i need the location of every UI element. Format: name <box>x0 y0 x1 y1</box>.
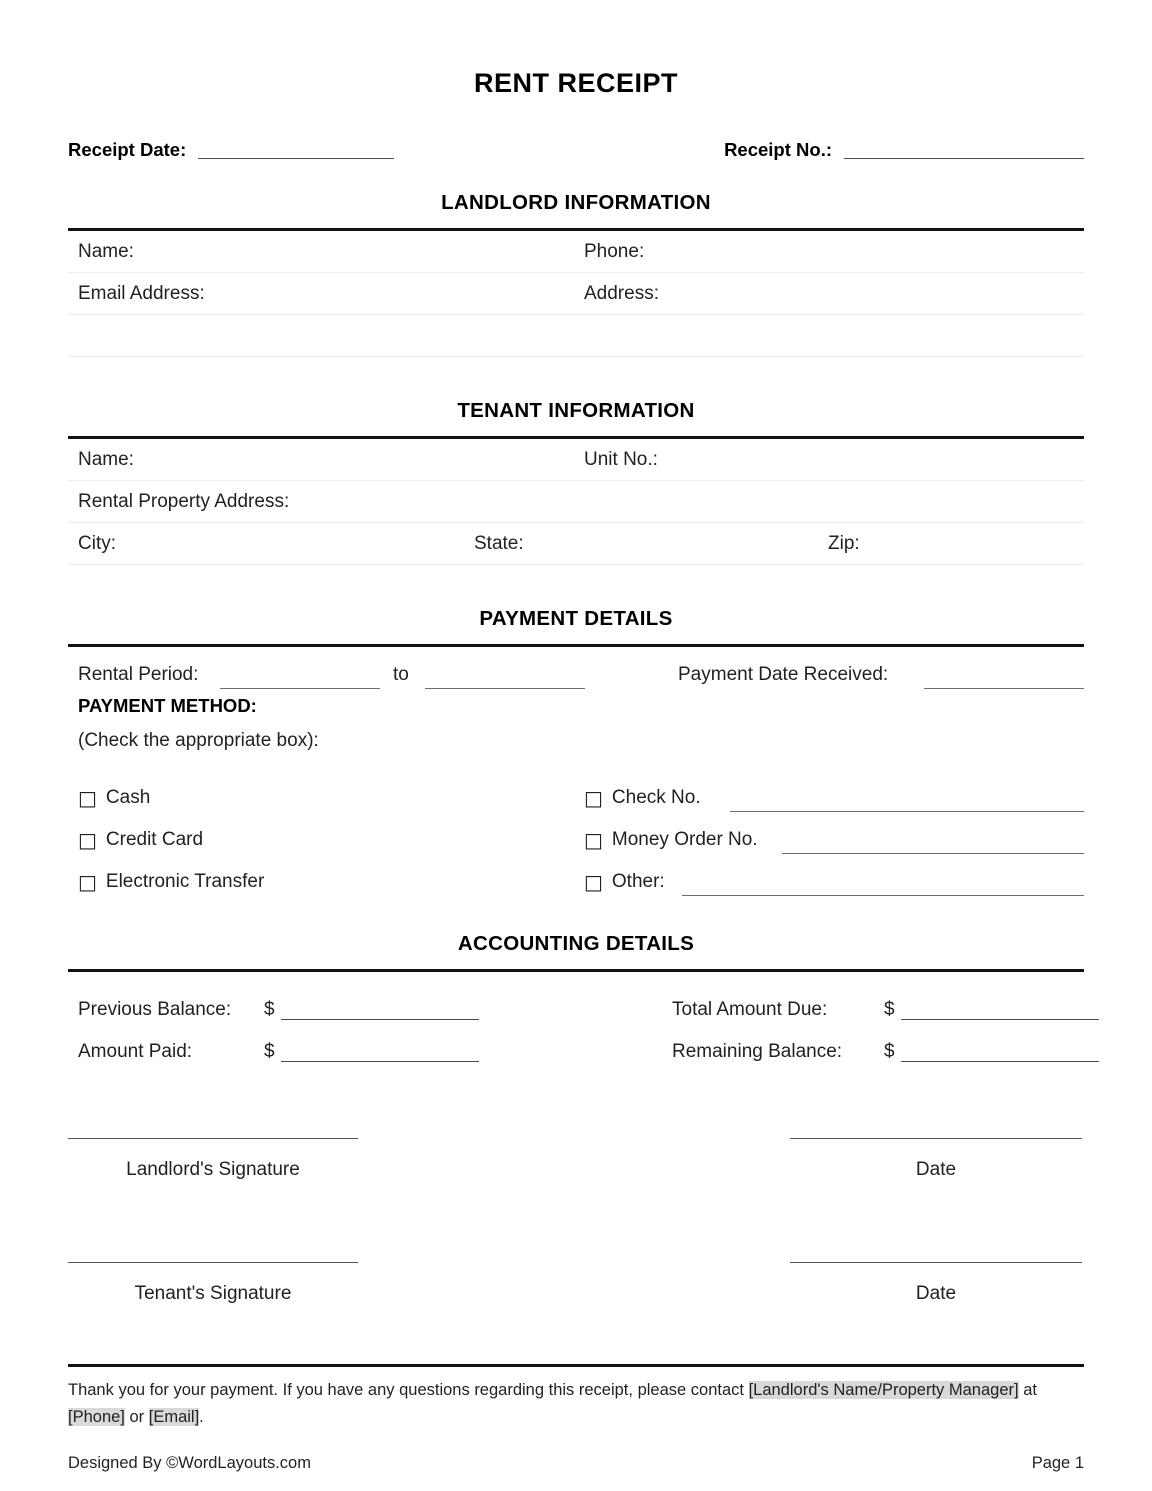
remaining-balance-label: Remaining Balance: <box>672 1041 843 1063</box>
tenant-zip-label: Zip: <box>828 532 860 554</box>
footer-note-part-3: or <box>124 1407 149 1426</box>
tenant-section <box>68 399 1084 565</box>
checkbox-square-icon: □ <box>78 870 97 894</box>
landlord-date-line[interactable] <box>790 1138 1082 1139</box>
footer-placeholder-email: [Email] <box>148 1407 200 1426</box>
accounting-section <box>68 932 1084 1066</box>
landlord-date-slot[interactable] <box>790 1138 1082 1181</box>
checkbox-other-label: Other: <box>611 871 665 893</box>
page-number: Page 1 <box>1031 1454 1084 1472</box>
receipt-date-label: Receipt Date: <box>68 138 187 160</box>
signature-pair-landlord <box>68 1138 1084 1262</box>
landlord-section-title: LANDLORD INFORMATION <box>441 191 711 214</box>
landlord-row-name[interactable] <box>68 231 1084 273</box>
receipt-date-input[interactable] <box>198 137 394 159</box>
tenant-signature-caption: Tenant's Signature <box>134 1283 292 1304</box>
rental-period-label: Rental Period: <box>78 664 199 686</box>
tenant-date-slot[interactable] <box>790 1262 1082 1305</box>
checkbox-credit-card[interactable] <box>78 830 203 850</box>
rental-period-to-label: to <box>393 664 409 686</box>
total-amount-due-field[interactable] <box>672 1000 1099 1020</box>
footer-placeholder-landlord-name: [Landlord's Name/Property Manager] <box>748 1381 1019 1400</box>
tenant-section-title: TENANT INFORMATION <box>457 399 695 422</box>
footer-meta <box>68 1454 1084 1473</box>
landlord-phone-label: Phone: <box>584 240 645 262</box>
amount-paid-input[interactable] <box>281 1042 479 1062</box>
accounting-section-rule <box>68 969 1084 972</box>
tenant-row-city-state-zip[interactable] <box>68 523 1084 565</box>
checkbox-square-icon: □ <box>78 786 97 810</box>
checkbox-square-icon: □ <box>584 828 603 852</box>
money-order-no-input[interactable] <box>782 853 1084 854</box>
checkbox-square-icon: □ <box>584 786 603 810</box>
checkbox-cash-label: Cash <box>105 787 151 809</box>
tenant-name-label: Name: <box>78 448 134 470</box>
tenant-row-name[interactable] <box>68 439 1084 481</box>
check-no-input[interactable] <box>730 811 1084 812</box>
tenant-city-label: City: <box>78 532 116 554</box>
tenant-rental-address-label: Rental Property Address: <box>78 490 290 512</box>
receipt-no-field[interactable] <box>724 137 1084 159</box>
checkbox-credit-card-label: Credit Card <box>105 829 204 851</box>
landlord-signature-line[interactable] <box>68 1138 358 1139</box>
footer-thank-you-note <box>68 1377 1084 1430</box>
tenant-state-label: State: <box>474 532 524 554</box>
landlord-address-label: Address: <box>584 282 659 304</box>
remaining-balance-input[interactable] <box>901 1042 1099 1062</box>
previous-balance-label: Previous Balance: <box>78 999 232 1021</box>
footer-note-part-1: Thank you for your payment. If you have any questions regarding this receipt, please contact <box>68 1381 749 1400</box>
accounting-row-2 <box>68 1024 1084 1066</box>
currency-symbol: $ <box>884 999 895 1021</box>
payment-date-received-label: Payment Date Received: <box>678 664 889 686</box>
receipt-no-label: Receipt No.: <box>724 138 832 160</box>
payment-method-subtext: (Check the appropriate box): <box>78 730 319 751</box>
checkbox-check-no-label: Check No. <box>611 787 701 809</box>
page-title: RENT RECEIPT <box>473 68 679 98</box>
tenant-date-caption: Date <box>915 1283 957 1304</box>
rental-period-end-input[interactable] <box>425 669 585 689</box>
accounting-row-1 <box>68 982 1084 1024</box>
payment-method-row-2 <box>68 814 1084 856</box>
payment-section <box>68 607 1084 898</box>
amount-paid-field[interactable] <box>78 1042 479 1062</box>
page-footer <box>68 1364 1084 1473</box>
footer-note-part-4: . <box>199 1407 204 1426</box>
rental-period-row <box>68 647 1084 691</box>
checkbox-square-icon: □ <box>584 870 603 894</box>
remaining-balance-field[interactable] <box>672 1042 1099 1062</box>
payment-method-checkbox-grid <box>68 772 1084 898</box>
currency-symbol: $ <box>264 999 275 1021</box>
payment-method-row-3 <box>68 856 1084 898</box>
total-amount-due-input[interactable] <box>901 1000 1099 1020</box>
footer-note-part-2: at <box>1018 1381 1037 1400</box>
checkbox-square-icon: □ <box>78 828 97 852</box>
tenant-row-address[interactable] <box>68 481 1084 523</box>
accounting-section-title: ACCOUNTING DETAILS <box>457 932 695 955</box>
receipt-date-field[interactable] <box>68 137 394 159</box>
payment-date-received-input[interactable] <box>924 669 1084 689</box>
tenant-signature-line[interactable] <box>68 1262 358 1263</box>
other-method-input[interactable] <box>682 895 1084 896</box>
previous-balance-input[interactable] <box>281 1000 479 1020</box>
landlord-name-label: Name: <box>78 240 134 262</box>
payment-method-heading: PAYMENT METHOD: <box>78 695 257 716</box>
footer-rule <box>68 1364 1084 1367</box>
checkbox-cash[interactable] <box>78 788 150 808</box>
signature-section <box>68 1138 1084 1386</box>
checkbox-electronic-transfer[interactable] <box>78 872 264 892</box>
amount-paid-label: Amount Paid: <box>78 1041 193 1063</box>
checkbox-money-order-label: Money Order No. <box>611 829 758 851</box>
receipt-header <box>68 137 1084 159</box>
tenant-unit-label: Unit No.: <box>584 448 658 470</box>
tenant-signature-slot[interactable] <box>68 1262 358 1305</box>
receipt-no-input[interactable] <box>844 137 1084 159</box>
checkbox-other[interactable] <box>584 872 665 892</box>
rental-period-start-input[interactable] <box>220 669 380 689</box>
tenant-date-line[interactable] <box>790 1262 1082 1263</box>
footer-placeholder-phone: [Phone] <box>68 1407 125 1426</box>
checkbox-money-order[interactable] <box>584 830 758 850</box>
landlord-row-blank[interactable] <box>68 315 1084 357</box>
checkbox-electronic-transfer-label: Electronic Transfer <box>105 871 265 893</box>
checkbox-check-no[interactable] <box>584 788 701 808</box>
landlord-signature-slot[interactable] <box>68 1138 358 1181</box>
payment-section-title: PAYMENT DETAILS <box>479 607 673 630</box>
previous-balance-field[interactable] <box>78 1000 479 1020</box>
currency-symbol: $ <box>884 1041 895 1063</box>
currency-symbol: $ <box>264 1041 275 1063</box>
landlord-row-email[interactable] <box>68 273 1084 315</box>
landlord-date-caption: Date <box>915 1159 957 1180</box>
landlord-section <box>68 191 1084 357</box>
landlord-email-label: Email Address: <box>78 282 205 304</box>
total-amount-due-label: Total Amount Due: <box>672 999 828 1021</box>
payment-method-row-1 <box>68 772 1084 814</box>
landlord-signature-caption: Landlord's Signature <box>126 1159 300 1180</box>
designed-by-credit: Designed By ©WordLayouts.com <box>68 1454 311 1472</box>
